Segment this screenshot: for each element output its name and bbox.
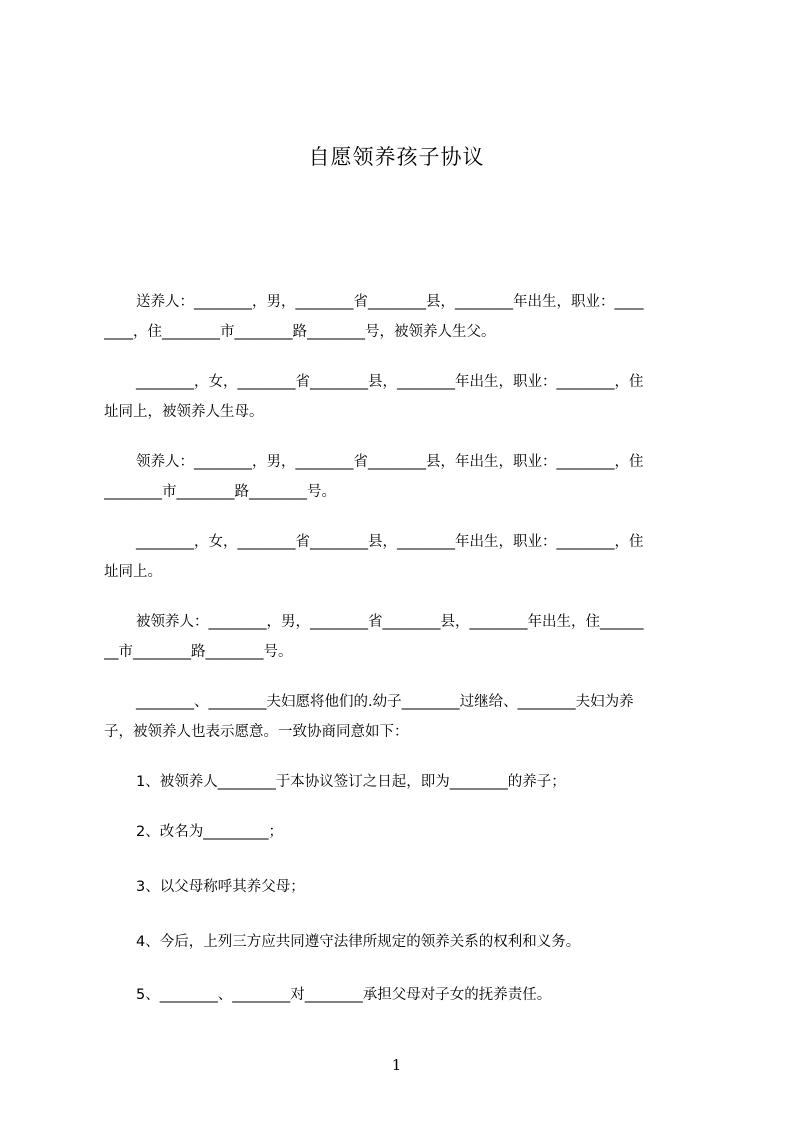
paragraph-line: 1、被领养人________于本协议签订之日起，即为________的养子； (136, 774, 566, 790)
paragraph-line: 送养人：________，男，________省________县，________年出生，职业：____ (136, 294, 644, 310)
paragraph-line: ________、________夫妇愿将他们的.幼子________过继给、________夫妇为养 (136, 694, 634, 710)
paragraph-line: 址同上，被领养人生母。 (104, 404, 264, 420)
paragraph-line: ____，住________市________路________号，被领养人生父。 (104, 324, 496, 340)
paragraph-adopter-father (104, 447, 702, 507)
clause-1 (104, 767, 702, 797)
paragraph-line: 3、以父母称呼其养父母； (136, 879, 305, 895)
paragraph-line: 址同上。 (104, 564, 162, 580)
document-title: 自愿领养孩子协议 (308, 145, 485, 169)
paragraph-sender-mother (104, 367, 702, 427)
paragraph-line: ________市________路________号。 (104, 484, 336, 500)
paragraph-line: 2、改名为_________； (136, 824, 283, 840)
clause-4 (104, 927, 702, 957)
clause-5 (104, 980, 702, 1010)
paragraph-adopter-mother (104, 527, 702, 587)
paragraph-line: 4、今后，上列三方应共同遵守法律所规定的领养关系的权利和义务。 (136, 934, 581, 950)
paragraph-sender-father (104, 287, 702, 347)
paragraph-line: 领养人：________，男，________省________县，年出生，职业：________，住 (136, 454, 644, 470)
paragraph-line: ________，女，________省________县，________年出生，职业：________，住 (136, 534, 644, 550)
paragraph-adoptee (104, 607, 702, 667)
paragraph-line: __市________路________号。 (104, 644, 293, 660)
paragraph-line: 5、________、________对________承担父母对子女的抚养责任。 (136, 987, 552, 1003)
paragraph-line: ________，女，________省________县，________年出生，职业：________，住 (136, 374, 644, 390)
paragraph-line: 子，被领养人也表示愿意。一致协商同意如下： (104, 724, 409, 740)
page-number: 1 (391, 1056, 402, 1074)
clause-2 (104, 817, 702, 847)
clause-3 (104, 872, 702, 902)
paragraph-agreement-intro (104, 687, 702, 747)
paragraph-line: 被领养人：________，男，________省________县，________年出生，住______ (136, 614, 644, 630)
